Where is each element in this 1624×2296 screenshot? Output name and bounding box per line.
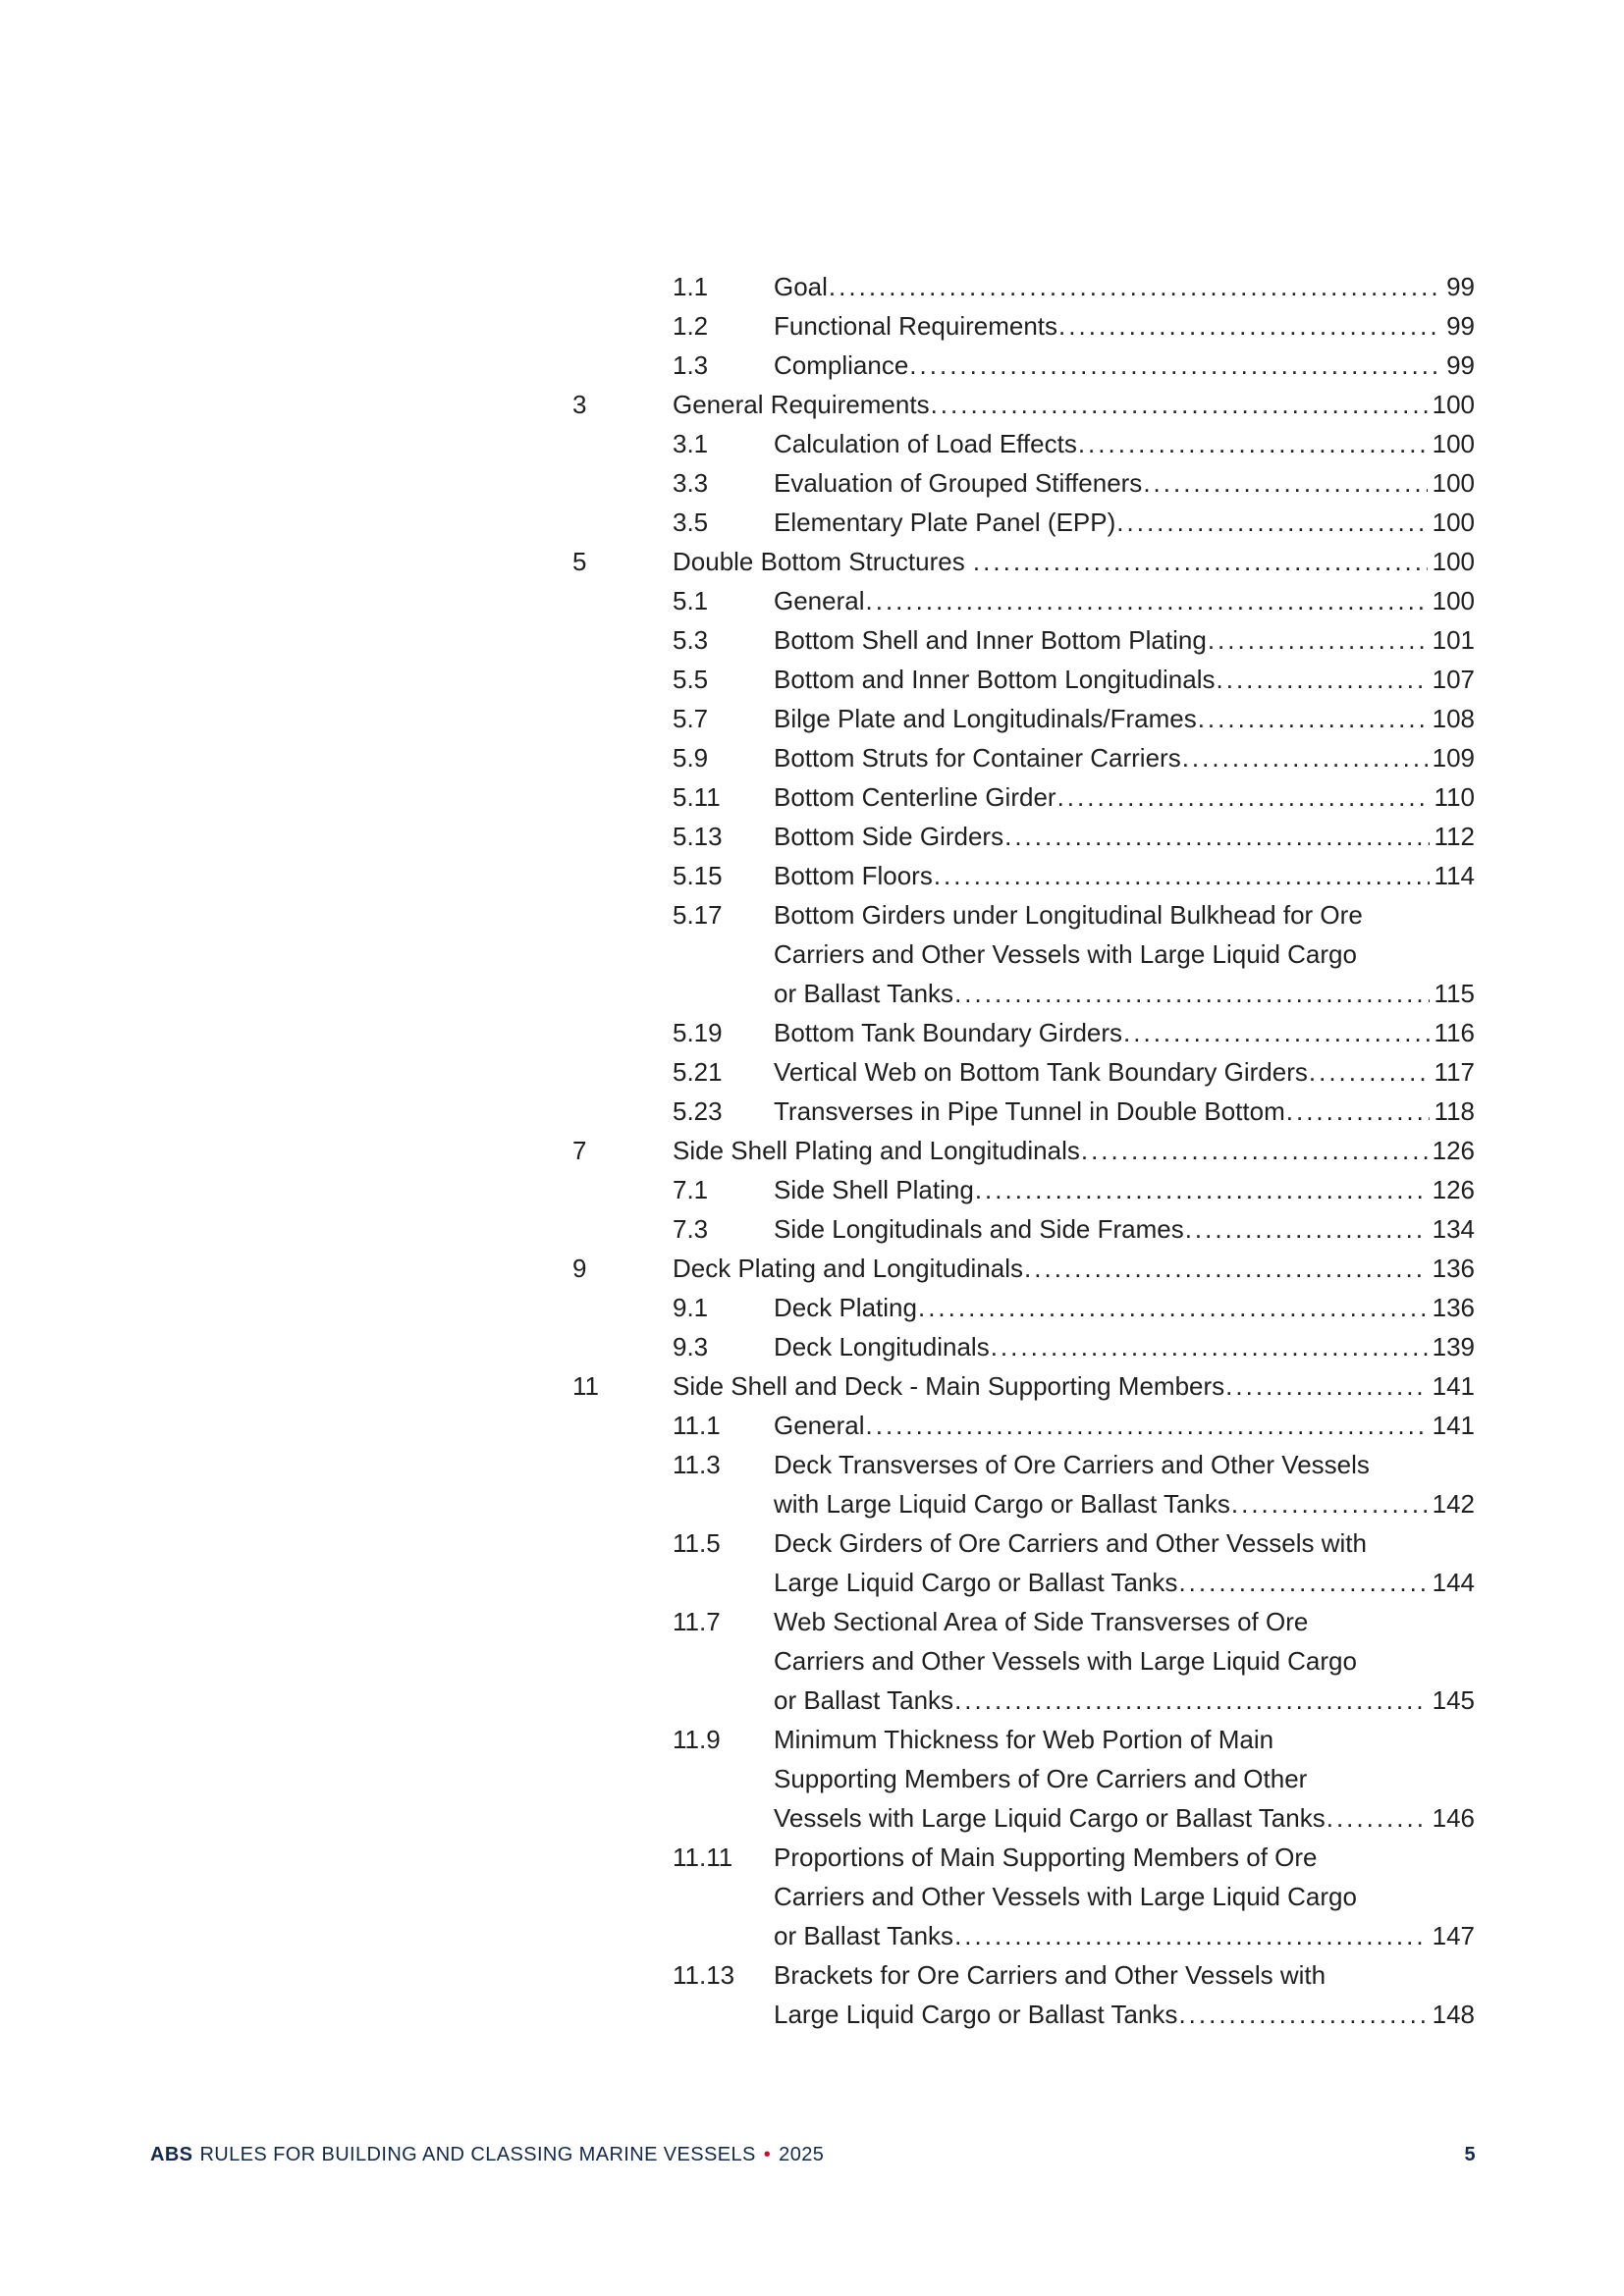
toc-entry-title [774, 346, 1475, 385]
toc-entry[interactable] [673, 503, 1475, 542]
toc-page-number: 100 [1432, 507, 1475, 537]
toc-page-number: 101 [1432, 625, 1475, 655]
toc-entry[interactable] [673, 1602, 1475, 1720]
toc-entry-title-line: Evaluation of Grouped Stiffeners [774, 468, 1143, 498]
toc-entry-title-line: Side Shell Plating and Longitudinals [673, 1136, 1080, 1165]
toc-entry-title-line: Double Bottom Structures [673, 547, 972, 576]
toc-page-number: 141 [1432, 1371, 1475, 1401]
toc-entry-number: 1.2 [673, 311, 709, 341]
toc-entry-title-line: Transverses in Pipe Tunnel in Double Bottom [774, 1096, 1285, 1126]
toc-entry-number: 5.15 [673, 861, 723, 890]
toc-entry-title-line: Large Liquid Cargo or Ballast Tanks [774, 1568, 1178, 1597]
toc-entry-title [774, 1209, 1475, 1249]
toc-entry-title [774, 1406, 1475, 1445]
toc-entry-title-line: Calculation of Load Effects [774, 429, 1077, 458]
toc-entry-title-line: Side Shell and Deck - Main Supporting Members [673, 1371, 1225, 1401]
toc-entry-title [673, 1366, 1475, 1406]
toc-entry[interactable] [673, 424, 1475, 463]
toc-entry-title-line: Bilge Plate and Longitudinals/Frames [774, 704, 1197, 733]
toc-entry-title-line: or Ballast Tanks [774, 979, 954, 1008]
toc-entry-title-line: Carriers and Other Vessels with Large Liquid Cargo [774, 1882, 1357, 1911]
toc-entry-title-line: Carriers and Other Vessels with Large Liquid Cargo [774, 939, 1357, 969]
toc-page-number: 146 [1432, 1803, 1475, 1833]
toc-leader-dots [1078, 424, 1428, 463]
toc-entry[interactable] [673, 1838, 1475, 1955]
toc-entry-title [774, 424, 1475, 463]
toc-entry[interactable] [673, 738, 1475, 777]
toc-entry-number: 5.7 [673, 704, 709, 733]
toc-entry-title-line: Bottom Side Girders [774, 822, 1004, 851]
toc-leader-dots [866, 1406, 1428, 1445]
toc-entry-title-line: Web Sectional Area of Side Transverses of Ore [774, 1607, 1309, 1636]
toc-entry-number: 11.5 [673, 1528, 721, 1558]
toc-entry[interactable] [673, 620, 1475, 660]
toc-entry[interactable] [673, 1052, 1475, 1092]
toc-page-number: 147 [1432, 1921, 1475, 1950]
toc-entry-number: 11.1 [673, 1411, 721, 1440]
toc-page-number: 99 [1446, 350, 1475, 380]
toc-entry-title-line: Deck Plating and Longitudinals [673, 1254, 1024, 1283]
toc-page-number: 141 [1432, 1411, 1475, 1440]
toc-entry-title [774, 777, 1475, 817]
toc-entry-title-line: Deck Longitudinals [774, 1332, 990, 1362]
toc-page-number: 100 [1432, 390, 1475, 419]
table-of-contents [572, 267, 1475, 2034]
toc-entry-title-line: Deck Transverses of Ore Carriers and Other Vessels [774, 1450, 1370, 1479]
toc-page-number: 116 [1434, 1018, 1475, 1047]
toc-entry-title-line: Bottom Struts for Container Carriers [774, 743, 1181, 773]
toc-entry-title [774, 620, 1475, 660]
toc-leader-dots [1178, 1563, 1427, 1602]
toc-leader-dots [829, 267, 1441, 306]
toc-entry-number: 9.3 [673, 1332, 709, 1362]
toc-entry[interactable] [673, 463, 1475, 503]
toc-entry-title [774, 895, 1475, 1013]
toc-entry-title-line: General [774, 1411, 865, 1440]
toc-entry[interactable] [572, 542, 1475, 581]
toc-leader-dots [1081, 1131, 1428, 1170]
toc-entry[interactable] [673, 1092, 1475, 1131]
toc-entry-title-line: Goal [774, 272, 828, 301]
toc-entry-title-line: or Ballast Tanks [774, 1685, 954, 1715]
toc-leader-dots [909, 346, 1441, 385]
toc-entry[interactable] [673, 1013, 1475, 1052]
toc-entry-title [774, 1052, 1475, 1092]
toc-entry-number: 5.3 [673, 625, 709, 655]
toc-entry-title [774, 1523, 1475, 1602]
toc-page-number: 114 [1434, 861, 1475, 890]
toc-entry-number: 5.13 [673, 822, 723, 851]
toc-leader-dots [1182, 738, 1428, 777]
toc-entry-title-line: Side Longitudinals and Side Frames [774, 1214, 1184, 1244]
toc-leader-dots [1178, 1995, 1427, 2034]
toc-entry[interactable] [572, 1366, 1475, 1406]
toc-entry-title [774, 1602, 1475, 1720]
toc-entry-title [774, 463, 1475, 503]
toc-entry-title [774, 503, 1475, 542]
toc-page-number: 110 [1434, 782, 1475, 812]
footer-title: RULES FOR BUILDING AND CLASSING MARINE VESSELS [199, 2144, 756, 2165]
toc-leader-dots [1116, 503, 1427, 542]
toc-entry-title [673, 385, 1475, 424]
toc-entry-title-line: Bottom Floors [774, 861, 933, 890]
toc-entry-title [774, 1445, 1475, 1523]
toc-leader-dots [1326, 1798, 1428, 1838]
toc-page-number: 117 [1434, 1057, 1475, 1087]
toc-entry-title [774, 817, 1475, 856]
toc-entry-title-line: Vessels with Large Liquid Cargo or Ballast Tanks [774, 1803, 1326, 1833]
toc-entry-number: 11.13 [673, 1960, 735, 1990]
toc-entry-title-line: Brackets for Ore Carriers and Other Vessels with [774, 1960, 1326, 1990]
toc-entry[interactable] [673, 346, 1475, 385]
toc-page-number: 99 [1446, 272, 1475, 301]
toc-entry[interactable] [673, 1720, 1475, 1838]
toc-page-number: 144 [1432, 1568, 1475, 1597]
toc-entry[interactable] [673, 1288, 1475, 1327]
toc-leader-dots [1286, 1092, 1430, 1131]
toc-entry-title-line: Bottom Centerline Girder [774, 782, 1056, 812]
toc-entry-number: 7 [572, 1136, 587, 1165]
toc-entry-title-line: Bottom Shell and Inner Bottom Plating [774, 625, 1207, 655]
toc-entry-number: 7.1 [673, 1175, 709, 1204]
toc-entry[interactable] [673, 267, 1475, 306]
toc-entry-title-line: with Large Liquid Cargo or Ballast Tanks [774, 1489, 1230, 1519]
toc-entry-number: 11.3 [673, 1450, 721, 1479]
toc-entry-title [774, 1955, 1475, 2034]
footer-year: 2025 [779, 2144, 825, 2165]
toc-leader-dots [934, 856, 1430, 895]
toc-entry-title-line: Proportions of Main Supporting Members of Ore [774, 1842, 1318, 1872]
toc-entry-title-line: Deck Girders of Ore Carriers and Other Vessels with [774, 1528, 1367, 1558]
toc-entry-title-line: Bottom and Inner Bottom Longitudinals [774, 665, 1216, 694]
toc-page-number: 99 [1446, 311, 1475, 341]
toc-entry-title-line: Large Liquid Cargo or Ballast Tanks [774, 2000, 1178, 2029]
toc-entry-title-line: Supporting Members of Ore Carriers and Other [774, 1764, 1308, 1793]
toc-entry-number: 3 [572, 390, 587, 419]
page-footer [150, 2144, 1476, 2166]
toc-entry-title [774, 1092, 1475, 1131]
toc-leader-dots [1143, 463, 1427, 503]
toc-entry-number: 5.9 [673, 743, 709, 773]
toc-entry[interactable] [673, 660, 1475, 699]
toc-entry[interactable] [673, 1170, 1475, 1209]
toc-page-number: 100 [1432, 547, 1475, 576]
toc-page-number: 107 [1432, 665, 1475, 694]
toc-entry-number: 1.1 [673, 272, 709, 301]
toc-leader-dots [1309, 1052, 1430, 1092]
toc-leader-dots [1225, 1366, 1427, 1406]
toc-page-number: 142 [1432, 1489, 1475, 1519]
toc-entry-title [774, 660, 1475, 699]
toc-leader-dots [1057, 777, 1430, 817]
toc-leader-dots [1198, 699, 1428, 738]
toc-page-number: 148 [1432, 2000, 1475, 2029]
toc-entry-title-line: General Requirements [673, 390, 930, 419]
toc-entry[interactable] [673, 306, 1475, 346]
toc-leader-dots [1185, 1209, 1428, 1249]
toc-entry-title [774, 1327, 1475, 1366]
toc-entry-number: 11.9 [673, 1725, 721, 1754]
toc-leader-dots [931, 385, 1428, 424]
toc-entry-number: 5.19 [673, 1018, 723, 1047]
toc-leader-dots [1004, 817, 1429, 856]
toc-entry-title [774, 1838, 1475, 1955]
toc-entry-title [774, 267, 1475, 306]
toc-entry[interactable] [572, 385, 1475, 424]
toc-leader-dots [1024, 1249, 1428, 1288]
toc-entry-title-line: Elementary Plate Panel (EPP) [774, 507, 1116, 537]
toc-entry-title [774, 738, 1475, 777]
toc-entry[interactable] [572, 1249, 1475, 1288]
toc-entry-title-line: Bottom Tank Boundary Girders [774, 1018, 1123, 1047]
footer-page-number: 5 [1464, 2144, 1476, 2165]
toc-entry-title-line: Deck Plating [774, 1293, 917, 1322]
toc-leader-dots [975, 1170, 1428, 1209]
toc-entry-number: 5 [572, 547, 587, 576]
toc-leader-dots [1208, 620, 1428, 660]
toc-page-number: 112 [1434, 822, 1475, 851]
toc-entry[interactable] [673, 1445, 1475, 1523]
toc-page-number: 136 [1432, 1293, 1475, 1322]
toc-page-number: 115 [1434, 979, 1475, 1008]
toc-entry-title-line: Bottom Girders under Longitudinal Bulkhead for Ore [774, 900, 1363, 930]
toc-entry-number: 3.3 [673, 468, 709, 498]
toc-entry-number: 11 [572, 1371, 599, 1401]
toc-entry-number: 5.1 [673, 586, 709, 615]
toc-entry-number: 3.5 [673, 507, 709, 537]
toc-leader-dots [954, 974, 1429, 1013]
toc-leader-dots [954, 1916, 1428, 1955]
toc-entry[interactable] [673, 895, 1475, 1013]
toc-entry-title [673, 542, 1475, 581]
toc-page-number: 134 [1432, 1214, 1475, 1244]
toc-entry-number: 11.11 [673, 1842, 733, 1872]
toc-leader-dots [1217, 660, 1428, 699]
toc-entry-number: 5.23 [673, 1096, 723, 1126]
toc-entry-title-line: Carriers and Other Vessels with Large Liquid Cargo [774, 1646, 1357, 1676]
toc-entry-title [673, 1131, 1475, 1170]
toc-leader-dots [1231, 1484, 1428, 1523]
toc-entry[interactable] [673, 817, 1475, 856]
toc-entry[interactable] [673, 777, 1475, 817]
toc-page-number: 100 [1432, 429, 1475, 458]
toc-entry-title-line: Side Shell Plating [774, 1175, 974, 1204]
toc-entry-number: 5.21 [673, 1057, 723, 1087]
toc-page-number: 100 [1432, 586, 1475, 615]
toc-page-number: 108 [1432, 704, 1475, 733]
toc-entry[interactable] [673, 856, 1475, 895]
toc-entry[interactable] [673, 699, 1475, 738]
toc-entry-title-line: Functional Requirements [774, 311, 1058, 341]
toc-entry-title [774, 699, 1475, 738]
toc-page-number: 126 [1432, 1136, 1475, 1165]
toc-page-number: 145 [1432, 1685, 1475, 1715]
toc-entry[interactable] [673, 1209, 1475, 1249]
toc-entry-title-line: Compliance [774, 350, 909, 380]
toc-entry-title [774, 306, 1475, 346]
toc-leader-dots [918, 1288, 1428, 1327]
toc-leader-dots [866, 581, 1428, 620]
toc-entry-number: 1.3 [673, 350, 709, 380]
toc-entry-title [774, 1170, 1475, 1209]
toc-leader-dots [973, 542, 1428, 581]
toc-entry-title-line: or Ballast Tanks [774, 1921, 954, 1950]
toc-leader-dots [991, 1327, 1428, 1366]
toc-entry-number: 9.1 [673, 1293, 709, 1322]
footer-brand: ABS [150, 2144, 193, 2165]
toc-entry-title [774, 1013, 1475, 1052]
toc-leader-dots [1058, 306, 1441, 346]
toc-entry-number: 3.1 [673, 429, 709, 458]
toc-entry-number: 5.5 [673, 665, 709, 694]
toc-entry-number: 7.3 [673, 1214, 709, 1244]
toc-entry[interactable] [673, 1523, 1475, 1602]
footer-separator-dot: • [763, 2144, 772, 2165]
toc-entry-title [774, 1720, 1475, 1838]
toc-leader-dots [954, 1681, 1428, 1720]
toc-entry[interactable] [673, 581, 1475, 620]
toc-entry-title-line: Vertical Web on Bottom Tank Boundary Girders [774, 1057, 1308, 1087]
toc-entry-title-line: General [774, 586, 865, 615]
toc-page-number: 139 [1432, 1332, 1475, 1362]
toc-entry[interactable] [673, 1406, 1475, 1445]
toc-entry-number: 9 [572, 1254, 587, 1283]
toc-entry-title-line: Minimum Thickness for Web Portion of Main [774, 1725, 1274, 1754]
toc-page-number: 118 [1434, 1096, 1475, 1126]
toc-entry-number: 5.17 [673, 900, 723, 930]
toc-entry[interactable] [673, 1327, 1475, 1366]
toc-entry-title [774, 856, 1475, 895]
toc-entry-title [774, 581, 1475, 620]
toc-page-number: 109 [1432, 743, 1475, 773]
toc-leader-dots [1123, 1013, 1430, 1052]
toc-entry[interactable] [572, 1131, 1475, 1170]
toc-entry[interactable] [673, 1955, 1475, 2034]
toc-page-number: 100 [1432, 468, 1475, 498]
toc-page-number: 126 [1432, 1175, 1475, 1204]
toc-page-number: 136 [1432, 1254, 1475, 1283]
toc-entry-title [774, 1288, 1475, 1327]
toc-entry-title [673, 1249, 1475, 1288]
toc-entry-number: 11.7 [673, 1607, 721, 1636]
toc-entry-number: 5.11 [673, 782, 721, 812]
